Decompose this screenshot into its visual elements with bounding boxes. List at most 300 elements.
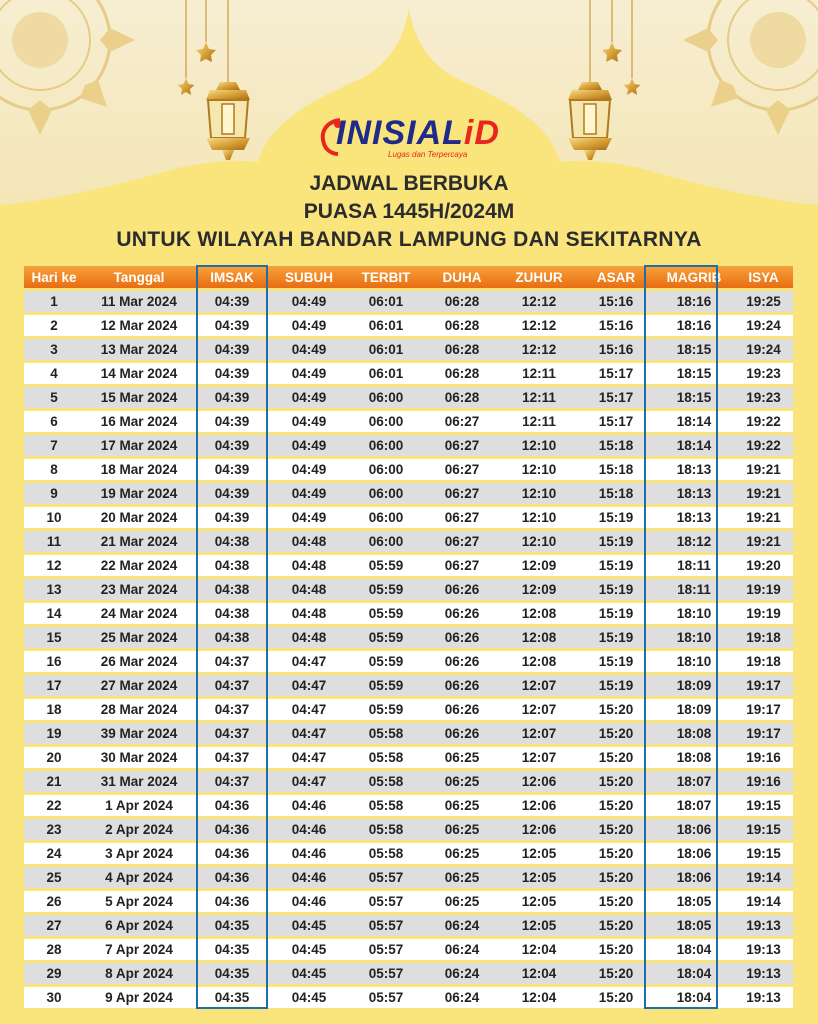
cell-magrib: 18:07 (654, 795, 734, 816)
cell-magrib: 18:09 (654, 699, 734, 720)
cell-imsak: 04:38 (194, 579, 270, 600)
cell-zuhur: 12:09 (500, 555, 578, 576)
cell-duha: 06:26 (424, 603, 500, 624)
cell-date: 17 Mar 2024 (84, 435, 194, 456)
table-row (24, 939, 793, 960)
table-row (24, 531, 793, 552)
cell-duha: 06:25 (424, 747, 500, 768)
cell-date: 1 Apr 2024 (84, 795, 194, 816)
cell-isya: 19:22 (734, 435, 793, 456)
header-duha: DUHA (424, 266, 500, 288)
cell-magrib: 18:14 (654, 435, 734, 456)
cell-subuh: 04:45 (270, 987, 348, 1008)
cell-terbit: 06:00 (348, 459, 424, 480)
lantern-icon-left (206, 82, 250, 160)
cell-date: 16 Mar 2024 (84, 411, 194, 432)
cell-zuhur: 12:10 (500, 483, 578, 504)
cell-date: 4 Apr 2024 (84, 867, 194, 888)
cell-asar: 15:20 (578, 723, 654, 744)
title-line-1: JADWAL BERBUKA (309, 172, 509, 195)
cell-imsak: 04:36 (194, 843, 270, 864)
cell-isya: 19:14 (734, 867, 793, 888)
cell-subuh: 04:49 (270, 363, 348, 384)
cell-subuh: 04:47 (270, 651, 348, 672)
cell-terbit: 05:58 (348, 771, 424, 792)
cell-day: 4 (24, 363, 84, 384)
cell-magrib: 18:11 (654, 579, 734, 600)
inisial-id-logo (318, 112, 508, 164)
cell-zuhur: 12:12 (500, 291, 578, 312)
cell-terbit: 05:58 (348, 795, 424, 816)
cell-terbit: 05:59 (348, 627, 424, 648)
cell-isya: 19:18 (734, 627, 793, 648)
cell-date: 30 Mar 2024 (84, 747, 194, 768)
cell-day: 24 (24, 843, 84, 864)
cell-duha: 06:26 (424, 675, 500, 696)
cell-subuh: 04:48 (270, 579, 348, 600)
cell-subuh: 04:46 (270, 843, 348, 864)
cell-zuhur: 12:07 (500, 747, 578, 768)
cell-imsak: 04:39 (194, 483, 270, 504)
cell-day: 3 (24, 339, 84, 360)
table-row (24, 411, 793, 432)
cell-duha: 06:27 (424, 555, 500, 576)
cell-asar: 15:20 (578, 891, 654, 912)
cell-duha: 06:25 (424, 819, 500, 840)
cell-isya: 19:19 (734, 603, 793, 624)
cell-magrib: 18:15 (654, 339, 734, 360)
cell-duha: 06:27 (424, 459, 500, 480)
cell-asar: 15:17 (578, 363, 654, 384)
cell-zuhur: 12:06 (500, 819, 578, 840)
cell-isya: 19:23 (734, 363, 793, 384)
cell-duha: 06:27 (424, 531, 500, 552)
table-row (24, 675, 793, 696)
cell-magrib: 18:16 (654, 315, 734, 336)
cell-date: 31 Mar 2024 (84, 771, 194, 792)
cell-zuhur: 12:10 (500, 459, 578, 480)
cell-day: 19 (24, 723, 84, 744)
cell-date: 9 Apr 2024 (84, 987, 194, 1008)
cell-imsak: 04:35 (194, 987, 270, 1008)
cell-zuhur: 12:08 (500, 627, 578, 648)
cell-magrib: 18:04 (654, 939, 734, 960)
table-body (24, 291, 793, 1008)
table-row (24, 435, 793, 456)
cell-subuh: 04:47 (270, 747, 348, 768)
cell-subuh: 04:45 (270, 915, 348, 936)
table-header-row (24, 266, 793, 288)
cell-isya: 19:18 (734, 651, 793, 672)
table-row (24, 627, 793, 648)
cell-imsak: 04:37 (194, 699, 270, 720)
table-row (24, 843, 793, 864)
cell-asar: 15:19 (578, 555, 654, 576)
cell-imsak: 04:35 (194, 963, 270, 984)
cell-imsak: 04:39 (194, 363, 270, 384)
cell-terbit: 05:59 (348, 651, 424, 672)
cell-day: 13 (24, 579, 84, 600)
cell-asar: 15:20 (578, 771, 654, 792)
cell-date: 6 Apr 2024 (84, 915, 194, 936)
schedule-table-container (24, 263, 793, 1011)
cell-zuhur: 12:12 (500, 339, 578, 360)
logo-tagline: Lugas dan Terpercaya (388, 150, 468, 159)
cell-isya: 19:25 (734, 291, 793, 312)
header-magrib: MAGRIB (654, 266, 734, 288)
cell-terbit: 06:00 (348, 531, 424, 552)
cell-terbit: 05:57 (348, 963, 424, 984)
cell-imsak: 04:39 (194, 459, 270, 480)
cell-zuhur: 12:10 (500, 507, 578, 528)
cell-isya: 19:19 (734, 579, 793, 600)
cell-asar: 15:16 (578, 315, 654, 336)
cell-isya: 19:21 (734, 483, 793, 504)
table-row (24, 651, 793, 672)
cell-duha: 06:26 (424, 651, 500, 672)
cell-duha: 06:28 (424, 291, 500, 312)
cell-isya: 19:21 (734, 507, 793, 528)
cell-terbit: 05:58 (348, 723, 424, 744)
cell-zuhur: 12:08 (500, 651, 578, 672)
header-zuhur: ZUHUR (500, 266, 578, 288)
header-subuh: SUBUH (270, 266, 348, 288)
cell-isya: 19:24 (734, 315, 793, 336)
cell-date: 8 Apr 2024 (84, 963, 194, 984)
cell-subuh: 04:46 (270, 867, 348, 888)
table-row (24, 459, 793, 480)
cell-duha: 06:25 (424, 843, 500, 864)
cell-imsak: 04:39 (194, 291, 270, 312)
table-row (24, 987, 793, 1008)
cell-zuhur: 12:07 (500, 699, 578, 720)
cell-date: 26 Mar 2024 (84, 651, 194, 672)
cell-duha: 06:28 (424, 387, 500, 408)
cell-zuhur: 12:04 (500, 987, 578, 1008)
cell-zuhur: 12:09 (500, 579, 578, 600)
table-row (24, 699, 793, 720)
cell-imsak: 04:36 (194, 795, 270, 816)
cell-magrib: 18:06 (654, 843, 734, 864)
cell-terbit: 05:57 (348, 891, 424, 912)
cell-magrib: 18:15 (654, 363, 734, 384)
cell-subuh: 04:49 (270, 483, 348, 504)
cell-duha: 06:26 (424, 723, 500, 744)
cell-day: 14 (24, 603, 84, 624)
cell-imsak: 04:35 (194, 939, 270, 960)
cell-subuh: 04:49 (270, 507, 348, 528)
cell-magrib: 18:08 (654, 747, 734, 768)
cell-day: 10 (24, 507, 84, 528)
cell-day: 21 (24, 771, 84, 792)
table-row (24, 507, 793, 528)
logo-wordmark: INISIALiD (336, 114, 500, 152)
cell-magrib: 18:05 (654, 891, 734, 912)
table-row (24, 291, 793, 312)
cell-day: 17 (24, 675, 84, 696)
cell-isya: 19:21 (734, 531, 793, 552)
cell-imsak: 04:36 (194, 867, 270, 888)
cell-asar: 15:19 (578, 651, 654, 672)
cell-duha: 06:27 (424, 411, 500, 432)
table-row (24, 483, 793, 504)
cell-asar: 15:20 (578, 867, 654, 888)
cell-imsak: 04:39 (194, 315, 270, 336)
cell-imsak: 04:37 (194, 651, 270, 672)
cell-zuhur: 12:10 (500, 531, 578, 552)
cell-subuh: 04:49 (270, 315, 348, 336)
table-row (24, 819, 793, 840)
cell-magrib: 18:04 (654, 963, 734, 984)
cell-terbit: 05:59 (348, 603, 424, 624)
table-row (24, 867, 793, 888)
cell-asar: 15:19 (578, 579, 654, 600)
cell-terbit: 05:59 (348, 579, 424, 600)
cell-terbit: 06:00 (348, 507, 424, 528)
cell-asar: 15:19 (578, 531, 654, 552)
cell-asar: 15:18 (578, 459, 654, 480)
cell-subuh: 04:49 (270, 339, 348, 360)
cell-asar: 15:18 (578, 435, 654, 456)
cell-magrib: 18:10 (654, 651, 734, 672)
cell-isya: 19:13 (734, 987, 793, 1008)
cell-magrib: 18:04 (654, 987, 734, 1008)
cell-asar: 15:19 (578, 603, 654, 624)
cell-imsak: 04:38 (194, 603, 270, 624)
cell-subuh: 04:46 (270, 795, 348, 816)
cell-isya: 19:14 (734, 891, 793, 912)
cell-subuh: 04:45 (270, 939, 348, 960)
cell-day: 15 (24, 627, 84, 648)
cell-magrib: 18:06 (654, 819, 734, 840)
cell-duha: 06:24 (424, 987, 500, 1008)
cell-imsak: 04:39 (194, 387, 270, 408)
cell-duha: 06:24 (424, 963, 500, 984)
cell-subuh: 04:49 (270, 291, 348, 312)
cell-day: 30 (24, 987, 84, 1008)
cell-terbit: 05:59 (348, 555, 424, 576)
cell-magrib: 18:14 (654, 411, 734, 432)
table-row (24, 891, 793, 912)
cell-magrib: 18:11 (654, 555, 734, 576)
cell-asar: 15:20 (578, 963, 654, 984)
cell-asar: 15:17 (578, 387, 654, 408)
cell-isya: 19:17 (734, 699, 793, 720)
cell-isya: 19:21 (734, 459, 793, 480)
cell-duha: 06:25 (424, 771, 500, 792)
cell-subuh: 04:45 (270, 963, 348, 984)
cell-subuh: 04:47 (270, 771, 348, 792)
cell-zuhur: 12:06 (500, 795, 578, 816)
header-asar: ASAR (578, 266, 654, 288)
cell-date: 3 Apr 2024 (84, 843, 194, 864)
title-line-3: UNTUK WILAYAH BANDAR LAMPUNG DAN SEKITARNYA (116, 228, 702, 251)
cell-subuh: 04:46 (270, 891, 348, 912)
table-row (24, 963, 793, 984)
cell-asar: 15:20 (578, 843, 654, 864)
cell-zuhur: 12:05 (500, 915, 578, 936)
table-row (24, 747, 793, 768)
table-row (24, 363, 793, 384)
cell-date: 20 Mar 2024 (84, 507, 194, 528)
cell-duha: 06:27 (424, 507, 500, 528)
cell-isya: 19:16 (734, 771, 793, 792)
cell-magrib: 18:06 (654, 867, 734, 888)
cell-day: 6 (24, 411, 84, 432)
cell-day: 1 (24, 291, 84, 312)
cell-imsak: 04:36 (194, 891, 270, 912)
cell-day: 11 (24, 531, 84, 552)
cell-zuhur: 12:05 (500, 891, 578, 912)
cell-date: 22 Mar 2024 (84, 555, 194, 576)
table-row (24, 795, 793, 816)
cell-day: 28 (24, 939, 84, 960)
cell-subuh: 04:48 (270, 531, 348, 552)
cell-date: 5 Apr 2024 (84, 891, 194, 912)
cell-magrib: 18:07 (654, 771, 734, 792)
table-row (24, 915, 793, 936)
cell-zuhur: 12:04 (500, 939, 578, 960)
cell-terbit: 05:57 (348, 939, 424, 960)
cell-imsak: 04:39 (194, 507, 270, 528)
cell-duha: 06:24 (424, 915, 500, 936)
cell-asar: 15:16 (578, 291, 654, 312)
table-row (24, 315, 793, 336)
cell-subuh: 04:49 (270, 387, 348, 408)
cell-duha: 06:26 (424, 699, 500, 720)
cell-isya: 19:16 (734, 747, 793, 768)
header-imsak: IMSAK (194, 266, 270, 288)
cell-isya: 19:15 (734, 819, 793, 840)
cell-duha: 06:26 (424, 579, 500, 600)
cell-zuhur: 12:11 (500, 411, 578, 432)
cell-subuh: 04:49 (270, 411, 348, 432)
cell-isya: 19:13 (734, 939, 793, 960)
cell-imsak: 04:39 (194, 339, 270, 360)
cell-date: 2 Apr 2024 (84, 819, 194, 840)
cell-day: 9 (24, 483, 84, 504)
cell-day: 7 (24, 435, 84, 456)
cell-asar: 15:17 (578, 411, 654, 432)
cell-zuhur: 12:07 (500, 723, 578, 744)
cell-zuhur: 12:11 (500, 387, 578, 408)
cell-asar: 15:19 (578, 675, 654, 696)
cell-magrib: 18:08 (654, 723, 734, 744)
cell-zuhur: 12:08 (500, 603, 578, 624)
cell-duha: 06:25 (424, 891, 500, 912)
cell-zuhur: 12:12 (500, 315, 578, 336)
cell-isya: 19:17 (734, 675, 793, 696)
cell-day: 2 (24, 315, 84, 336)
cell-zuhur: 12:07 (500, 675, 578, 696)
cell-magrib: 18:13 (654, 459, 734, 480)
cell-terbit: 05:57 (348, 867, 424, 888)
cell-terbit: 06:01 (348, 339, 424, 360)
cell-imsak: 04:37 (194, 771, 270, 792)
cell-subuh: 04:48 (270, 603, 348, 624)
cell-day: 16 (24, 651, 84, 672)
cell-asar: 15:19 (578, 627, 654, 648)
cell-terbit: 05:58 (348, 843, 424, 864)
cell-magrib: 18:10 (654, 627, 734, 648)
cell-asar: 15:19 (578, 507, 654, 528)
cell-imsak: 04:39 (194, 411, 270, 432)
cell-terbit: 06:00 (348, 387, 424, 408)
cell-duha: 06:26 (424, 627, 500, 648)
cell-subuh: 04:49 (270, 435, 348, 456)
title-line-2: PUASA 1445H/2024M (303, 200, 515, 223)
table-row (24, 771, 793, 792)
cell-day: 5 (24, 387, 84, 408)
cell-date: 24 Mar 2024 (84, 603, 194, 624)
cell-day: 8 (24, 459, 84, 480)
cell-duha: 06:24 (424, 939, 500, 960)
cell-magrib: 18:16 (654, 291, 734, 312)
cell-asar: 15:20 (578, 915, 654, 936)
cell-asar: 15:18 (578, 483, 654, 504)
cell-terbit: 05:59 (348, 675, 424, 696)
header-date: Tanggal (84, 266, 194, 288)
cell-terbit: 05:57 (348, 987, 424, 1008)
cell-isya: 19:13 (734, 963, 793, 984)
cell-isya: 19:20 (734, 555, 793, 576)
cell-day: 20 (24, 747, 84, 768)
cell-isya: 19:15 (734, 843, 793, 864)
table-row (24, 339, 793, 360)
cell-subuh: 04:47 (270, 675, 348, 696)
cell-isya: 19:17 (734, 723, 793, 744)
cell-terbit: 05:58 (348, 747, 424, 768)
cell-isya: 19:13 (734, 915, 793, 936)
cell-subuh: 04:48 (270, 627, 348, 648)
cell-magrib: 18:09 (654, 675, 734, 696)
cell-date: 25 Mar 2024 (84, 627, 194, 648)
schedule-table (24, 263, 793, 1011)
cell-subuh: 04:47 (270, 723, 348, 744)
cell-duha: 06:28 (424, 339, 500, 360)
cell-zuhur: 12:04 (500, 963, 578, 984)
cell-date: 21 Mar 2024 (84, 531, 194, 552)
cell-imsak: 04:38 (194, 531, 270, 552)
header-terbit: TERBIT (348, 266, 424, 288)
table-row (24, 555, 793, 576)
cell-date: 23 Mar 2024 (84, 579, 194, 600)
cell-date: 18 Mar 2024 (84, 459, 194, 480)
cell-day: 27 (24, 915, 84, 936)
cell-terbit: 06:00 (348, 483, 424, 504)
cell-terbit: 05:57 (348, 915, 424, 936)
cell-magrib: 18:13 (654, 507, 734, 528)
cell-imsak: 04:37 (194, 747, 270, 768)
cell-asar: 15:20 (578, 795, 654, 816)
cell-imsak: 04:37 (194, 675, 270, 696)
cell-asar: 15:16 (578, 339, 654, 360)
cell-day: 25 (24, 867, 84, 888)
cell-terbit: 06:01 (348, 363, 424, 384)
cell-subuh: 04:48 (270, 555, 348, 576)
cell-terbit: 06:01 (348, 315, 424, 336)
cell-subuh: 04:49 (270, 459, 348, 480)
cell-subuh: 04:47 (270, 699, 348, 720)
cell-imsak: 04:35 (194, 915, 270, 936)
cell-date: 28 Mar 2024 (84, 699, 194, 720)
cell-magrib: 18:10 (654, 603, 734, 624)
cell-isya: 19:24 (734, 339, 793, 360)
cell-date: 11 Mar 2024 (84, 291, 194, 312)
table-row (24, 579, 793, 600)
cell-date: 13 Mar 2024 (84, 339, 194, 360)
cell-duha: 06:28 (424, 363, 500, 384)
